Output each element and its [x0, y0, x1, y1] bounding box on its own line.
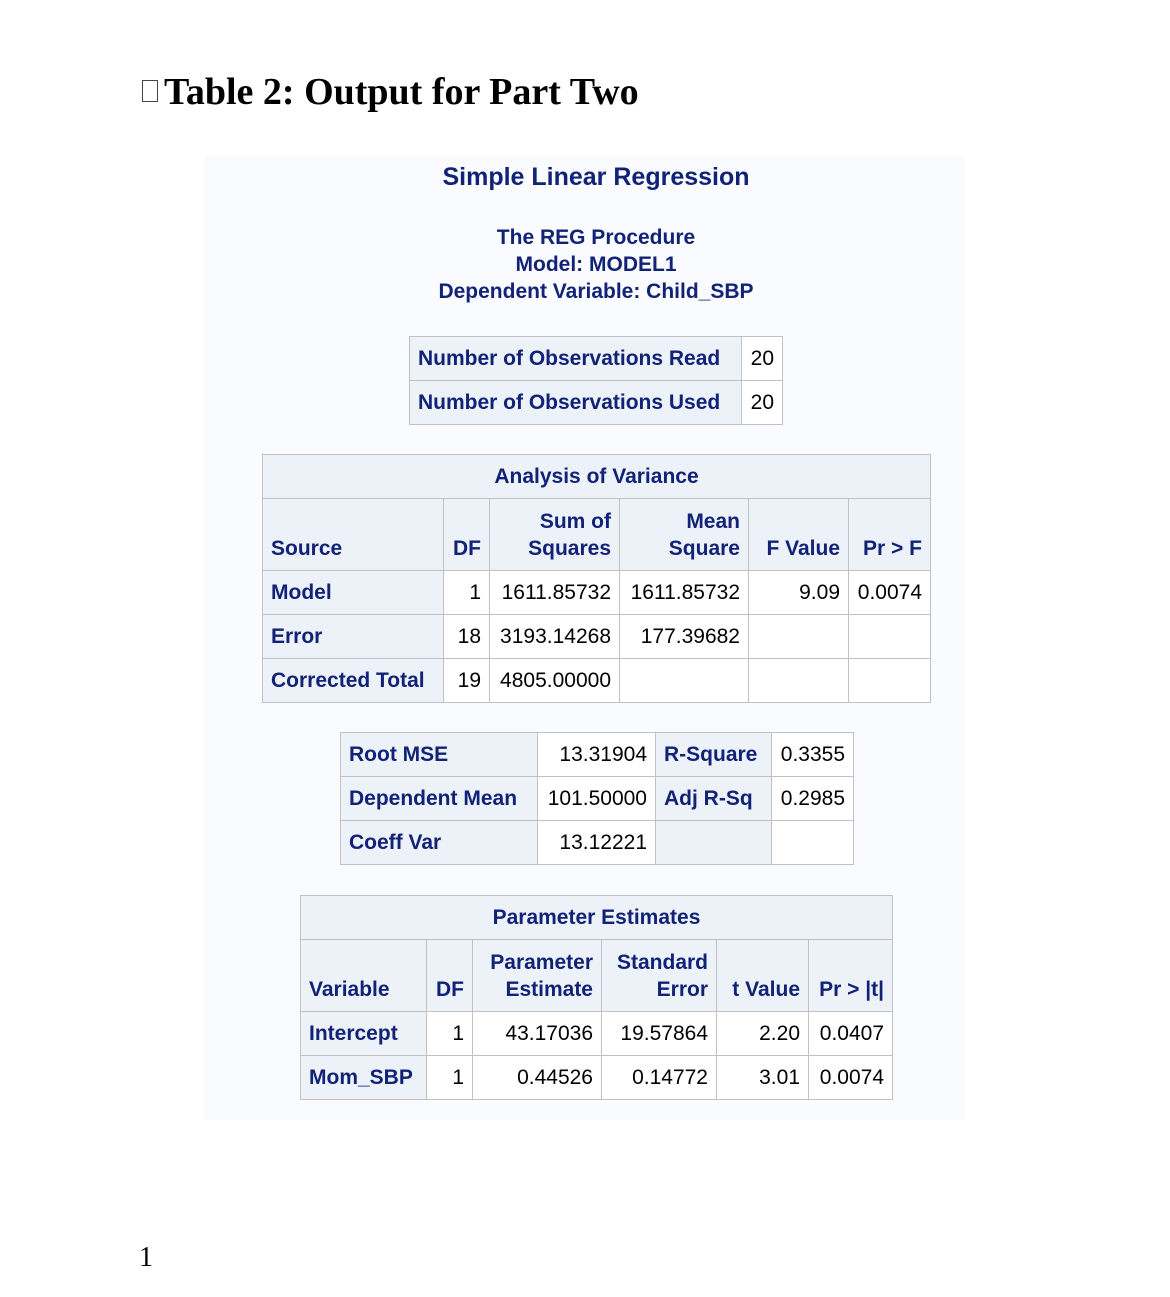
column-header	[602, 940, 717, 1012]
row-header: Corrected Total	[263, 659, 444, 703]
document-title-text: Table 2: Output for Part Two	[164, 71, 639, 113]
column-header: DF	[444, 499, 490, 571]
row-header: Number of Observations Read	[410, 337, 742, 381]
table-cell: 43.17036	[473, 1012, 602, 1056]
column-header: Source	[263, 499, 444, 571]
table-cell: 18	[444, 615, 490, 659]
column-header: Variable	[301, 940, 427, 1012]
table-caption: Analysis of Variance	[263, 455, 931, 499]
column-header: Pr > F	[849, 499, 931, 571]
table-cell: 1611.85732	[620, 571, 749, 615]
table-cell: 1611.85732	[490, 571, 620, 615]
table-cell: 0.0407	[809, 1012, 893, 1056]
table-cell: 20	[742, 337, 783, 381]
table-row	[301, 1012, 893, 1056]
row-header: Number of Observations Used	[410, 381, 742, 425]
anova-table	[262, 454, 931, 703]
column-header: DF	[427, 940, 473, 1012]
table-row	[341, 777, 854, 821]
header-line: Error	[656, 978, 708, 1001]
table-cell: 101.50000	[538, 777, 656, 821]
table-header-row	[301, 940, 893, 1012]
table-row	[410, 381, 783, 425]
table-caption: Parameter Estimates	[301, 896, 893, 940]
observations-table	[409, 336, 783, 425]
table-cell: 19.57864	[602, 1012, 717, 1056]
table-caption-row	[263, 455, 931, 499]
table-row	[341, 733, 854, 777]
table-cell: 13.31904	[538, 733, 656, 777]
fit-statistics-table	[340, 732, 854, 865]
table-cell: 3.01	[717, 1056, 809, 1100]
row-header: Intercept	[301, 1012, 427, 1056]
table-row	[341, 821, 854, 865]
dependent-variable: Dependent Variable: Child_SBP	[438, 280, 754, 303]
table-row	[410, 337, 783, 381]
column-header: t Value	[717, 940, 809, 1012]
model-name: Model: MODEL1	[515, 253, 677, 276]
row-header: Error	[263, 615, 444, 659]
column-header: F Value	[749, 499, 849, 571]
table-cell	[849, 615, 931, 659]
table-cell	[620, 659, 749, 703]
table-row	[263, 571, 931, 615]
table-cell	[749, 659, 849, 703]
table-cell: 0.14772	[602, 1056, 717, 1100]
row-header: Coeff Var	[341, 821, 538, 865]
table-row	[301, 1056, 893, 1100]
column-header	[490, 499, 620, 571]
procedure-info	[205, 224, 987, 305]
row-header: Dependent Mean	[341, 777, 538, 821]
table-cell: 177.39682	[620, 615, 749, 659]
column-header	[473, 940, 602, 1012]
header-line: Parameter	[490, 951, 593, 974]
sas-output-title: Simple Linear Regression	[442, 163, 750, 191]
table-cell: 9.09	[749, 571, 849, 615]
table-cell: 3193.14268	[490, 615, 620, 659]
table-row	[263, 615, 931, 659]
table-caption-row	[301, 896, 893, 940]
parameter-estimates-table	[300, 895, 893, 1100]
table-cell: 2.20	[717, 1012, 809, 1056]
table-cell: 4805.00000	[490, 659, 620, 703]
procedure-name: The REG Procedure	[496, 226, 696, 249]
table-cell: 0.0074	[809, 1056, 893, 1100]
row-header: Mom_SBP	[301, 1056, 427, 1100]
row-header: Model	[263, 571, 444, 615]
column-header	[620, 499, 749, 571]
table-cell: 0.3355	[772, 733, 854, 777]
table-cell	[749, 615, 849, 659]
row-header: Root MSE	[341, 733, 538, 777]
row-header: R-Square	[656, 733, 772, 777]
table-header-row	[263, 499, 931, 571]
table-cell	[772, 821, 854, 865]
placeholder-box-icon	[142, 80, 158, 102]
header-line: Mean	[686, 510, 740, 533]
table-cell: 19	[444, 659, 490, 703]
header-line: Squares	[528, 537, 611, 560]
table-cell: 13.12221	[538, 821, 656, 865]
table-cell	[849, 659, 931, 703]
document-title	[142, 70, 639, 114]
row-header	[656, 821, 772, 865]
header-line: Standard	[616, 951, 708, 974]
table-cell: 1	[444, 571, 490, 615]
row-header: Adj R-Sq	[656, 777, 772, 821]
header-line: Estimate	[505, 978, 593, 1001]
table-cell: 0.2985	[772, 777, 854, 821]
table-cell: 1	[427, 1056, 473, 1100]
header-line: Square	[668, 537, 740, 560]
table-row	[263, 659, 931, 703]
column-header: Pr > |t|	[809, 940, 893, 1012]
table-cell: 0.44526	[473, 1056, 602, 1100]
table-cell: 0.0074	[849, 571, 931, 615]
page-number: 1	[139, 1242, 153, 1273]
table-cell: 1	[427, 1012, 473, 1056]
table-cell: 20	[742, 381, 783, 425]
header-line: Sum of	[539, 510, 611, 533]
